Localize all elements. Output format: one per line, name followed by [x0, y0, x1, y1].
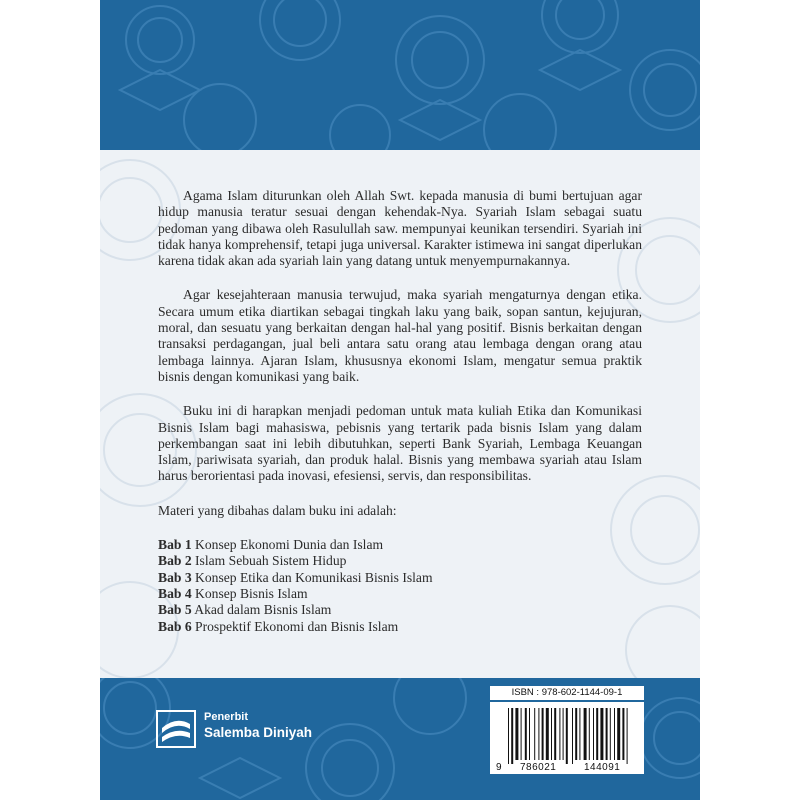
isbn-label: ISBN : 978-602-1144-09-1 — [490, 686, 644, 700]
barcode — [490, 702, 644, 774]
barcode-bar — [508, 708, 509, 764]
barcode-bar — [596, 708, 598, 760]
barcode-bar — [566, 708, 568, 764]
barcode-digits-right: 144091 — [584, 762, 621, 773]
chapter-title: Konsep Etika dan Komunikasi Bisnis Islam — [195, 569, 433, 585]
barcode-bar — [551, 708, 552, 760]
chapter-item — [158, 586, 642, 602]
chapter-item — [158, 537, 642, 553]
barcode-bar — [534, 708, 535, 760]
ornament-pattern-top — [100, 0, 700, 150]
barcode-bar — [606, 708, 608, 760]
chapter-item — [158, 619, 642, 635]
barcode-bar — [589, 708, 590, 760]
barcode-bar — [600, 708, 603, 760]
barcode-bar — [627, 708, 628, 764]
chapter-label: Bab 2 — [158, 553, 192, 569]
barcode-bar — [563, 708, 564, 760]
book-back-cover — [100, 0, 700, 800]
barcode-bar — [579, 708, 580, 760]
barcode-bar — [622, 708, 624, 760]
barcode-bar — [538, 708, 539, 760]
chapter-label: Bab 3 — [158, 569, 192, 585]
barcode-bar — [554, 708, 556, 760]
chapter-label: Bab 1 — [158, 537, 192, 553]
barcode-bar — [610, 708, 611, 760]
chapter-item — [158, 602, 642, 618]
barcode-bar — [593, 708, 594, 760]
synopsis-paragraph: Agama Islam diturunkan oleh Allah Swt. kepada manusia di bumi bertujuan agar hidup manusia teratur sesuai dengan kehendak-Nya. Syariah Islam sebagai suatu pedoman yang dibawa oleh Rasulullah saw. mempunyai keunikan tersendiri. Syariah ini tidak hanya komprehensif, tetapi juga universal. Karakter istimewa ini sangat diperlukan karena tidak akan ada syariah lain yang datang untuk menyempurnakannya. — [158, 188, 642, 269]
synopsis-paragraph: Agar kesejahteraan manusia terwujud, maka syariah mengaturnya dengan etika. Secara umum etika diartikan sebagai tingkah laku yang baik, sopan santun, kejujuran, moral, dan sesuatu yang berkaitan dengan hal-hal yang positif. Bisnis berkaitan dengan transaksi perdagangan, jual beli antara satu orang atau lembaga dengan orang atau lembaga lainnya. Ajaran Islam, khususnya ekonomi Islam, mengatur semua praktik bisnis dengan komunikasi yang baik. — [158, 287, 642, 384]
barcode-bar — [521, 708, 522, 760]
barcode-bar — [584, 708, 587, 760]
publisher-prefix: Penerbit — [204, 711, 249, 723]
barcode-digits-left: 786021 — [520, 762, 557, 773]
chapter-title: Prospektif Ekonomi dan Bisnis Islam — [195, 618, 399, 634]
barcode-bar — [546, 708, 549, 760]
top-decorative-band — [100, 0, 700, 150]
chapter-title: Islam Sebuah Sistem Hidup — [195, 553, 347, 569]
barcode-bar — [511, 708, 513, 764]
chapter-label: Bab 4 — [158, 585, 192, 601]
barcode-bar — [559, 708, 560, 760]
barcode-bars — [490, 702, 644, 774]
chapter-item — [158, 553, 642, 569]
synopsis-paragraph: Buku ini di harapkan menjadi pedoman untuk mata kuliah Etika dan Komunikasi Bisnis Islam bagi mahasiswa, pebisnis yang tertarik pada bisnis Islam yang dalam perkembangan saat ini lebih dibutuhkan, seperti Bank Syariah, Lembaga Keuangan Islam, pariwisata syariah, dan produk halal. Bisnis yang membawa syariah atau Islam harus berorientasi pada inovasi, efesiensi, servis, dan responsibilitas. — [158, 403, 642, 484]
chapter-item — [158, 570, 642, 586]
chapter-label: Bab 6 — [158, 618, 192, 634]
chapter-title: Akad dalam Bisnis Islam — [194, 602, 332, 618]
chapters-intro: Materi yang dibahas dalam buku ini adalah: — [158, 502, 397, 518]
publisher-name: Salemba Diniyah — [204, 725, 313, 740]
barcode-bar — [617, 708, 620, 760]
barcode-bar — [529, 708, 530, 760]
barcode-bar — [525, 708, 527, 760]
synopsis-text — [158, 188, 642, 635]
barcode-digit-first: 9 — [496, 762, 503, 773]
barcode-bar — [575, 708, 577, 760]
barcode-bar — [572, 708, 573, 764]
chapter-title: Konsep Ekonomi Dunia dan Islam — [195, 537, 384, 553]
publisher-emblem-icon — [156, 710, 196, 748]
chapter-title: Konsep Bisnis Islam — [195, 585, 308, 601]
barcode-bar — [614, 708, 615, 760]
barcode-bar — [542, 708, 544, 760]
chapter-label: Bab 5 — [158, 602, 192, 618]
barcode-bar — [515, 708, 518, 760]
publisher-logo — [156, 708, 376, 748]
